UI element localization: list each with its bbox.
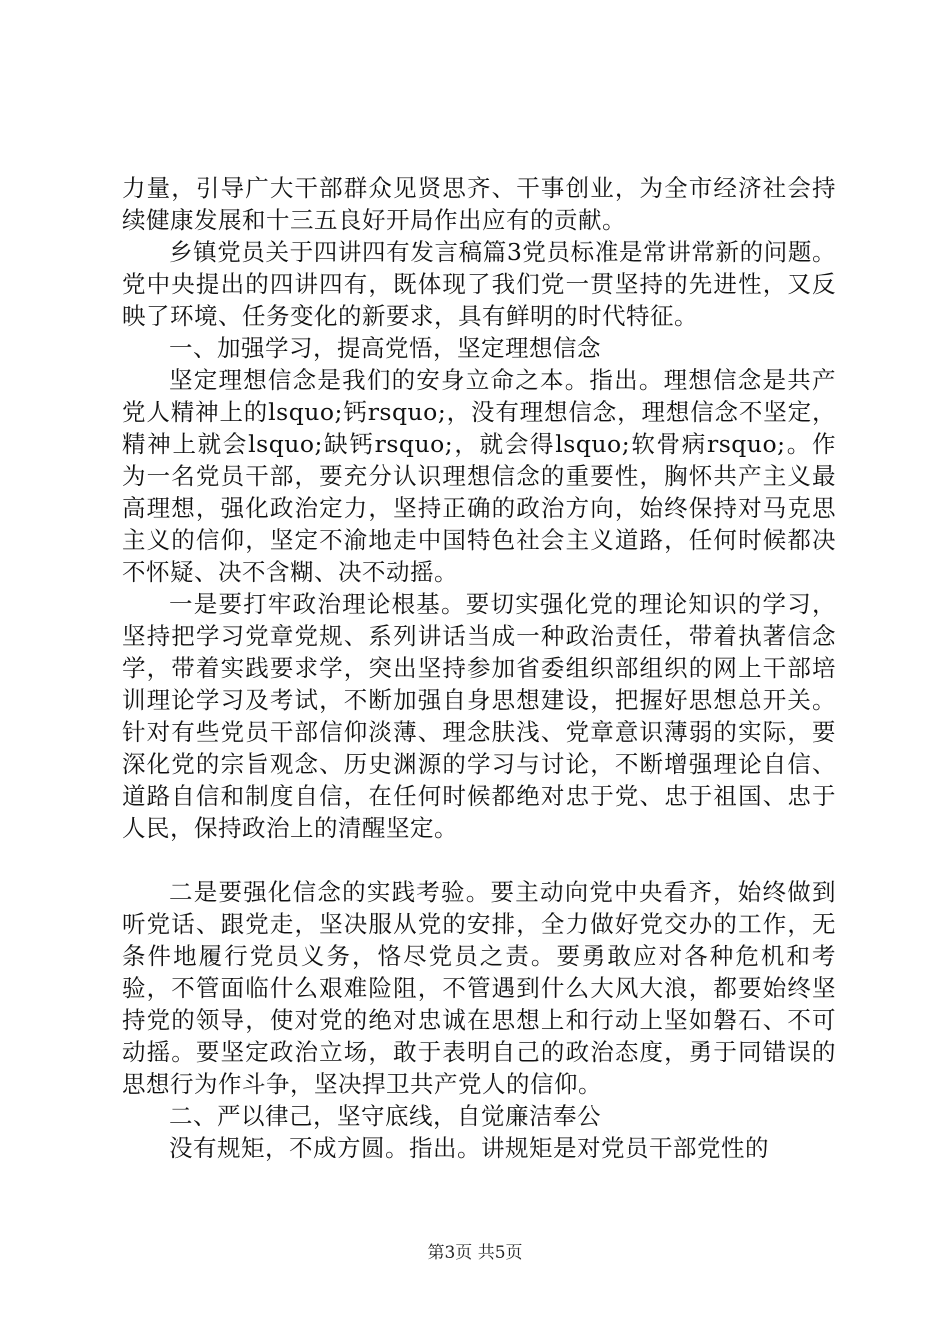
page-number: 第3页 共5页 [427, 1243, 523, 1263]
document-body [122, 172, 836, 1164]
paragraph-practice: 二是要强化信念的实践考验。要主动向党中央看齐，始终做到听党话、跟党走，坚决服从党的安排，全力做好党交办的工作，无条件地履行党员义务，恪尽党员之责。要勇敢应对各种危机和考验，不管面临什么艰难险阻，不管遇到什么大风大浪，都要始终坚持党的领导，使对党的绝对忠诚在思想上和行动上坚如磐石、不可动摇。要坚定政治立场，敢于表明自己的政治态度，勇于同错误的思想行为作斗争，坚决捍卫共产党人的信仰。 [122, 878, 836, 1098]
paragraph-intro: 乡镇党员关于四讲四有发言稿篇3党员标准是常讲常新的问题。党中央提出的四讲四有，既体现了我们党一贯坚持的先进性，又反映了环境、任务变化的新要求，具有鲜明的时代特征。 [122, 238, 836, 330]
paragraph-theory: 一是要打牢政治理论根基。要切实强化党的理论知识的学习，坚持把学习党章党规、系列讲话当成一种政治责任，带着执著信念学，带着实践要求学，突出坚持参加省委组织部组织的网上干部培训理论学习及考试，不断加强自身思想建设，把握好思想总开关。针对有些党员干部信仰淡薄、理念肤浅、党章意识薄弱的实际，要深化党的宗旨观念、历史渊源的学习与讨论，不断增强理论自信、道路自信和制度自信，在任何时候都绝对忠于党、忠于祖国、忠于人民，保持政治上的清醒坚定。 [122, 590, 836, 842]
paragraph-ideals: 坚定理想信念是我们的安身立命之本。指出。理想信念是共产党人精神上的lsquo;钙rsquo;，没有理想信念，理想信念不坚定，精神上就会lsquo;缺钙rsquo;，就会得lsquo;软骨病rsquo;。作为一名党员干部，要充分认识理想信念的重要性，胸怀共产主义最高理想，强化政治定力，坚持正确的政治方向，始终保持对马克思主义的信仰，坚定不渝地走中国特色社会主义道路，任何时候都决不怀疑、决不含糊、决不动摇。 [122, 366, 836, 586]
section-heading-1: 一、加强学习，提高党悟，坚定理想信念 [169, 334, 601, 362]
paragraph-rules: 没有规矩，不成方圆。指出。讲规矩是对党员干部党性的 [169, 1134, 769, 1162]
paragraph-continuation: 力量，引导广大干部群众见贤思齐、干事创业，为全市经济社会持续健康发展和十三五良好开局作出应有的贡献。 [122, 174, 836, 234]
section-heading-2: 二、严以律己，坚守底线，自觉廉洁奉公 [169, 1102, 601, 1130]
